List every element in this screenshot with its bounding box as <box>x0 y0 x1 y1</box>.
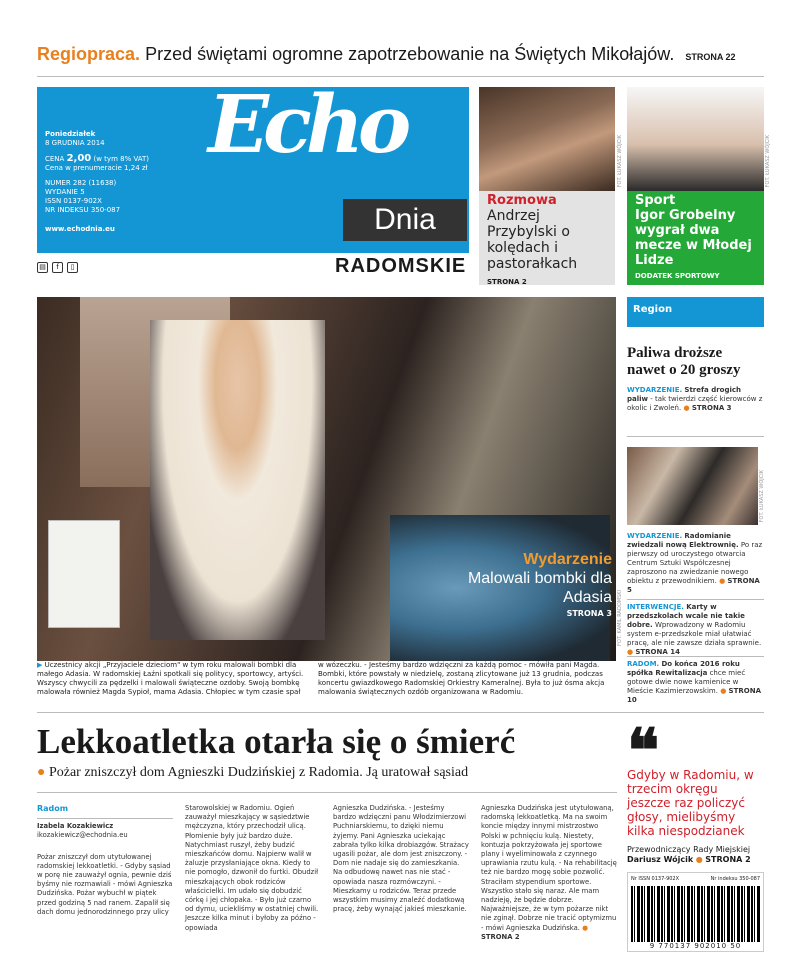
issue-number: NUMER 282 (11638) <box>45 179 117 187</box>
sport-headline: Igor Grobelny wygrał dwa mecze w Młodej Lidze <box>635 208 752 268</box>
barcode-lines <box>631 886 760 942</box>
sport-page: DODATEK SPORTOWY <box>635 272 720 280</box>
main-kicker: Wydarzenie <box>523 551 612 568</box>
subscription-price: Cena w prenumeracie 1,24 zł <box>45 164 148 172</box>
quote-role: Przewodniczący Rady Miejskiej <box>627 845 751 854</box>
region-item-2[interactable]: WYDARZENIE. Radomianie zwiedzali nową Elektrownię. Po raz pierwszy od uroczystego otwarcia Centrum Sztuki Współczesnej zaproszono na zwiedzanie nowego obiektu z przewodnikiem. ● STRONA 5 <box>627 532 763 594</box>
sidebar-photo[interactable] <box>627 447 758 525</box>
photo-caption-right: w wózeczku. - Jesteśmy bardzo wdzięczni za każdą pomoc - mówiła pani Magda. Bombki, które powstały w niedzielę, zostaną zlicytowane już 13 grudnia, podczas koncertu gwiazdkowego Radomskiej Orkiestry Kameralnej. Była to już ósma akcja malowania świątecznych ozdób organizowana w Radomiu. <box>318 661 605 696</box>
masthead-meta <box>45 130 149 234</box>
photo-caption-left: ▶ Uczestnicy akcji „Przyjaciele dzieciom" w tym roku malowali bombki dla małego Adasia. W radomskiej Łaźni spotkali się politycy, sportowcy, artyści. Wszyscy chwycili za pędzelki i malowali świąteczne ozdoby. Swoją bombkę malowała również Magda Sypioł, mama Adasia. Chłopiec w tym czasie spał <box>37 661 304 696</box>
quote-attribution: Przewodniczący Rady Miejskiej Dariusz Wójcik ● STRONA 2 <box>627 845 751 864</box>
issn: ISSN 0137-902X <box>45 197 102 205</box>
region-headline[interactable]: Paliwa droższe nawet o 20 groszy <box>627 345 741 378</box>
lead-headline[interactable]: Lekkoatletka otarła się o śmierć <box>37 722 516 761</box>
barcode-number: 9 770137 902010 50 <box>649 942 742 950</box>
region-item-4[interactable]: RADOM. Do końca 2016 roku spółka Rewitalizacja chce mieć gotowe dwie nowe kamienice w Mieście Kazimierzowskim. ● STRONA 10 <box>627 660 761 704</box>
sport-photo-credit: FOT. ŁUKASZ WÓJCIK <box>765 135 771 188</box>
main-photo-credit: FOT. KAMIL RADOMSKI <box>617 590 623 646</box>
quote-text[interactable]: Gdyby w Radomiu, w trzecim okręgu jeszcze raz policzyć głosy, mielibyśmy kilka niespodzianek <box>627 768 754 838</box>
sidebar-rule-2 <box>627 599 764 600</box>
photo-box <box>48 520 120 628</box>
sidebar-rule-3 <box>627 656 764 657</box>
top-teaser-page: STRONA 22 <box>685 52 736 62</box>
lead-email[interactable]: ikozakiewicz@echodnia.eu <box>37 831 128 840</box>
lead-subhead: ● Pożar zniszczył dom Agnieszki Dudzińskiej z Radomia. Ją uratował sąsiad <box>37 765 469 780</box>
interview-teaser[interactable] <box>479 191 615 285</box>
lead-section: Radom <box>37 804 69 813</box>
region-item-3[interactable]: INTERWENCJE. Karty w przedszkolach wcale nie takie dobre. Wprowadzony w Radomiu system e-przedszkole miał ułatwiać pracę, ale nie zawsze działa sprawnie. ● STRONA 14 <box>627 603 762 656</box>
top-teaser-brand: Regiopraca. <box>37 44 141 64</box>
barcode: Nr ISSN 0137-902X Nr indeksu 350-087 9 770137 902010 50 <box>627 872 764 952</box>
main-photo-caption[interactable] <box>453 551 612 618</box>
lead-column-1: Radom Izabela Kozakiewicz ikozakiewicz@echodnia.eu Pożar zniszczył dom utytułowanej radomskiej lekkoatletki. - Gdyby sąsiad w porę nie zauważył ognia, pewnie dziś byśmy nie rozmawiali - mówi Agnieszka Dudzińska. Pożar wybuchł w piątek przed godziną 5 nad ranem. Zapalił się dach domu jednorodzinnego przy ulicy <box>37 804 173 916</box>
logo-echo: Echo <box>208 77 406 171</box>
top-teaser-headline: Przed świętami ogromne zapotrzebowanie na Świętych Mikołajów. <box>145 44 675 64</box>
issue-edition: WYDANIE 5 <box>45 188 85 196</box>
social-icons <box>37 262 78 273</box>
mobile-icon[interactable]: ▯ <box>67 262 78 273</box>
interview-photo[interactable] <box>479 87 615 191</box>
logo-dnia: Dnia <box>343 199 467 241</box>
sport-teaser[interactable] <box>627 191 764 285</box>
top-teaser[interactable] <box>37 44 764 74</box>
lead-author: Izabela Kozakiewicz <box>37 822 114 831</box>
edition-name: RADOMSKIE <box>335 255 467 277</box>
interview-page: STRONA 2 <box>487 278 527 286</box>
quote-marks: ❝ <box>627 716 660 786</box>
main-headline: Malowali bombki dla Adasia <box>467 570 612 606</box>
interview-kicker: Rozmowa <box>487 193 557 208</box>
lead-rule <box>37 792 617 793</box>
sport-photo[interactable] <box>627 87 764 191</box>
price: 2,00 <box>66 153 92 164</box>
region-label: Region <box>627 297 764 327</box>
price-line: CENA 2,00 (w tym 8% VAT) <box>45 153 150 164</box>
quote-author: Dariusz Wójcik <box>627 855 694 864</box>
main-page: STRONA 3 <box>566 609 612 618</box>
lead-column-2: Starowolskiej w Radomiu. Ogień zauważył mieszkający w sąsiedztwie mężczyzna, który przechodził ulicą. Płomienie były już bardzo duże. Natychmiast ruszył, żeby budzić mieszkańców domu. Najpierw walił w żaluzje przysłaniające okna. Kiedy to nie pomogło, dzwonił do furtki. Obudził mieszkających obok rodziców właścicielki. Im udało się dobudzić córkę i jej chłopaka. - Było już czarno od dymu, uciekliśmy w ostatniej chwili. Jeszcze kilka minut i byłoby za późno - opowiada <box>185 804 319 932</box>
facebook-icon[interactable]: f <box>52 262 63 273</box>
interview-headline: Andrzej Przybylski o kolędach i pastorałkach <box>487 208 578 272</box>
region-item-1[interactable]: WYDARZENIE. Strefa drogich paliw - tak twierdzi część kierowców z okolic i Zwoleń. ● STRONA 3 <box>627 386 763 412</box>
photo-girl <box>150 320 325 640</box>
lead-column-4: Agnieszka Dudzińska jest utytułowaną, radomską lekkoatletką. Ma na swoim koncie między innymi mistrzostwo Polski w pchnięciu kulą. Niestety, kontuzja pokrzyżowała jej sportowe plany i wyeliminowała z czynnego uprawiania rzutu kulą. - Na rehabilitację też nie bardzo mogę sobie pozwolić. Straciłam stypendium sportowe. Wszystko stało się naraz. Ale mam nadzieję, że będzie dobrze. Najważniejsze, że w tym pożarze nikt nie zginął. Dobrze nie tracić optymizmu - mówi Agnieszka Dudzińska. ● STRONA 2 <box>481 804 617 941</box>
lead-column-3: Agnieszka Dudzińska. - Jesteśmy bardzo wdzięczni panu Włodzimierzowi Puchniarskiemu, to dzięki niemu żyjemy. Pani Agnieszka uciekając zabrała tylko kilka drobiazgów. Strażacy ugasili pożar, ale dom jest zniszczony. - Dom nie nadaje się do zamieszkania. Na odbudowę nawet nas nie stać - opowiada nasza rozmówczyni. - Mieszkamy u rodziców. Teraz przede wszystkim musimy znaleźć dodatkową pracę, żeby wynająć jakieś mieszkanie. <box>333 804 469 914</box>
newspaper-icon[interactable]: ▤ <box>37 262 48 273</box>
issue-day: Poniedziałek <box>45 130 96 138</box>
sport-kicker: Sport <box>635 193 676 208</box>
issue-date: 8 GRUDNIA 2014 <box>45 139 105 147</box>
section-rule <box>37 712 764 713</box>
sidebar-photo-credit: FOT. ŁUKASZ WÓJCIK <box>759 470 765 523</box>
website-link[interactable]: www.echodnia.eu <box>45 225 115 233</box>
index-number: NR INDEKSU 350-087 <box>45 206 121 214</box>
interview-photo-credit: FOT. ŁUKASZ WÓJCIK <box>617 135 623 188</box>
sidebar-rule-1 <box>627 436 764 437</box>
